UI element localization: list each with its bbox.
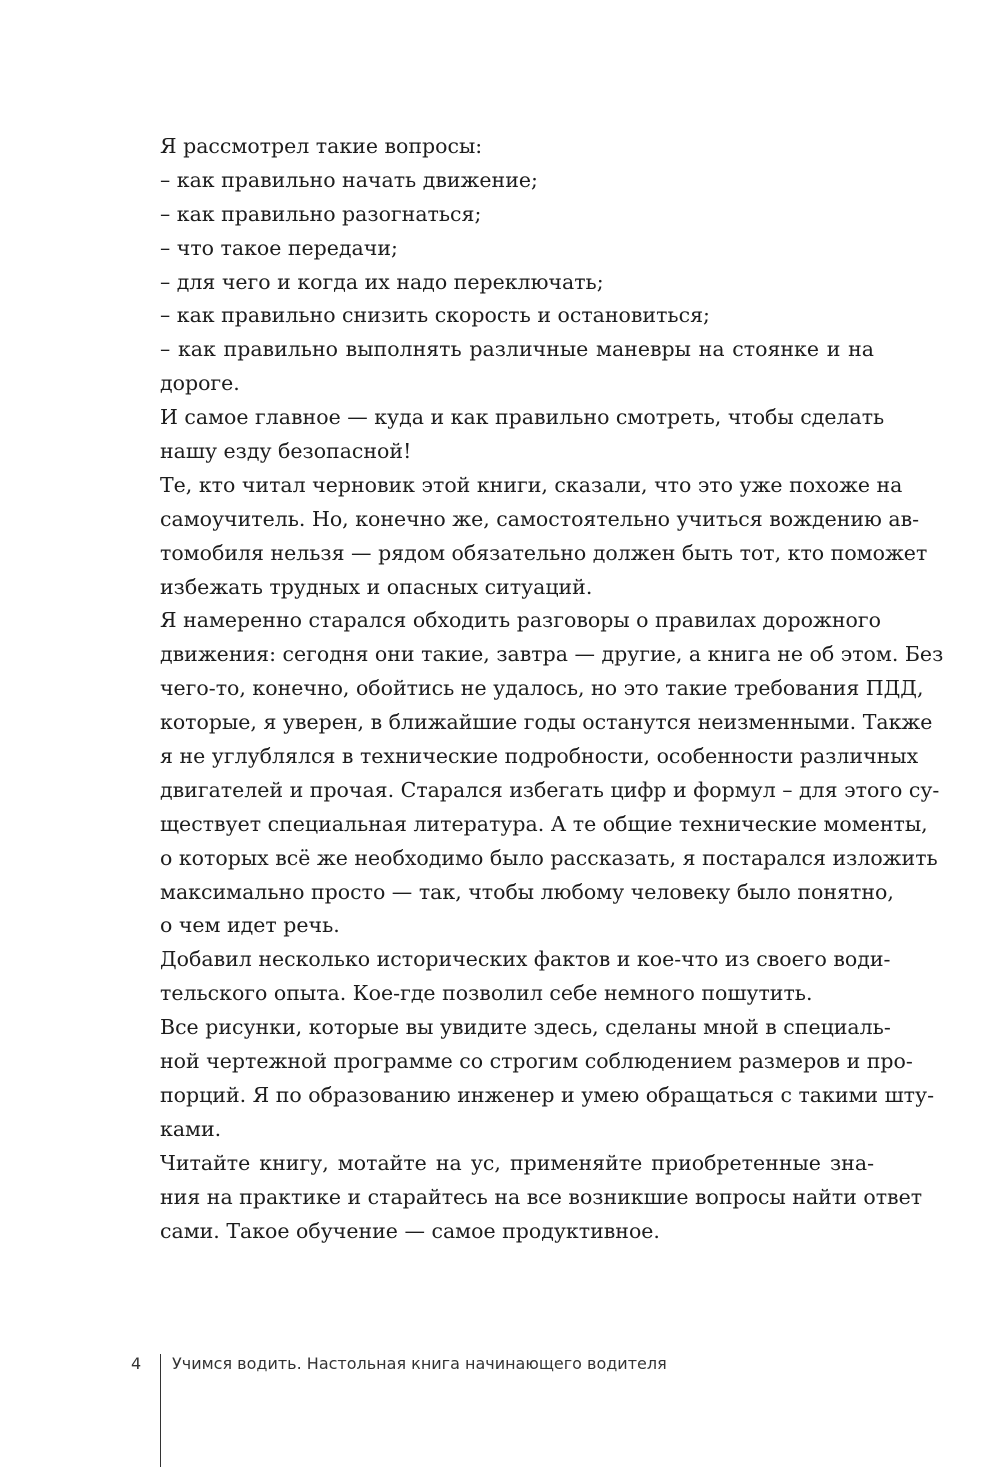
- text-line: движения: сегодня они такие, завтра — другие, а книга не об этом. Без: [160, 642, 944, 667]
- text-line: чего-то, конечно, обойтись не удалось, но это такие требования ПДД,: [160, 676, 924, 701]
- page-body: [160, 130, 944, 1248]
- text-line: сами. Такое обучение — самое продуктивное.: [160, 1218, 660, 1243]
- text-line: дороге.: [160, 371, 240, 396]
- text-line: избежать трудных и опасных ситуаций.: [160, 574, 593, 599]
- text-line: ния на практике и старайтесь на все возникшие вопросы найти ответ: [160, 1184, 923, 1209]
- text-line: ками.: [160, 1116, 222, 1141]
- text-line: – для чего и когда их надо переключать;: [160, 269, 604, 294]
- text-line: – как правильно разогнаться;: [160, 201, 482, 226]
- text-line: И самое главное — куда и как правильно смотреть, чтобы сделать: [160, 405, 885, 430]
- text-line: Я рассмотрел такие вопросы:: [160, 134, 483, 158]
- text-line: томобиля нельзя — рядом обязательно должен быть тот, кто поможет: [160, 540, 928, 565]
- text-line: – как правильно начать движение;: [160, 167, 538, 192]
- text-line: Те, кто читал черновик этой книги, сказали, что это уже похоже на: [160, 472, 903, 497]
- text-line: – как правильно снизить скорость и остановиться;: [160, 303, 710, 328]
- text-line: я не углублялся в технические подробности, особенности различных: [160, 744, 919, 769]
- text-line: ществует специальная литература. А те общие технические моменты,: [160, 811, 928, 836]
- text-line: Читайте книгу, мотайте на ус, применяйте приобретенные зна-: [160, 1150, 874, 1175]
- text-line: тельского опыта. Кое-где позволил себе немного пошутить.: [160, 981, 813, 1006]
- text-line: Добавил несколько исторических фактов и кое-что из своего води-: [160, 947, 891, 972]
- text-line: – как правильно выполнять различные маневры на стоянке и на: [160, 337, 874, 362]
- page-footer: [0, 1348, 1000, 1467]
- text-line: о чем идет речь.: [160, 913, 340, 938]
- text-line: ной чертежной программе со строгим соблюдением размеров и про-: [160, 1049, 913, 1074]
- text-line: максимально просто — так, чтобы любому человеку было понятно,: [160, 879, 894, 904]
- text-line: которые, я уверен, в ближайшие годы останутся неизменными. Также: [160, 710, 933, 735]
- text-line: нашу езду безопасной!: [160, 439, 412, 464]
- text-line: – что такое передачи;: [160, 235, 398, 260]
- text-line: о которых всё же необходимо было рассказать, я постарался изложить: [160, 845, 938, 870]
- page-number: 4: [131, 1354, 142, 1373]
- text-line: Я намеренно старался обходить разговоры о правилах дорожного: [160, 608, 881, 633]
- text-line: самоучитель. Но, конечно же, самостоятельно учиться вождению ав-: [160, 506, 920, 531]
- running-title: Учимся водить. Настольная книга начинающего водителя: [172, 1354, 667, 1373]
- text-line: порций. Я по образованию инженер и умею обращаться с такими шту-: [160, 1082, 934, 1107]
- text-line: Все рисунки, которые вы увидите здесь, сделаны мной в специаль-: [160, 1015, 891, 1040]
- text-line: двигателей и прочая. Старался избегать цифр и формул – для этого су-: [160, 777, 940, 802]
- footer-divider: [160, 1354, 161, 1467]
